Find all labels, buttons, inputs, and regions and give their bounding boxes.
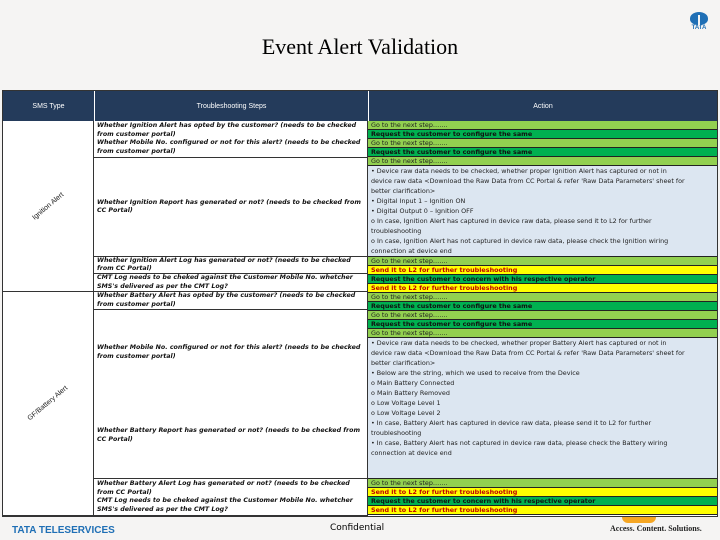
- action-next-step: Go to the next step…….: [368, 157, 717, 166]
- action-next-step: Go to the next step…….: [368, 311, 717, 320]
- page-title: Event Alert Validation: [261, 34, 459, 59]
- instruction-line: • In case, Battery Alert has not captured in device raw data, please check the Battery wiring: [371, 439, 668, 447]
- raw-data-instructions: [368, 338, 717, 479]
- troubleshooting-step: Whether Ignition Alert has opted by the customer? (needs to be checked from customer portal): [97, 122, 357, 138]
- action-request-customer: Request the customer to configure the same: [368, 148, 717, 157]
- troubleshooting-step: CMT Log needs to be cheked against the Customer Mobile No. whetcher SMS's delivered as per the CMT Log?: [97, 497, 353, 513]
- troubleshooting-step: CMT Log needs to be cheked against the Customer Mobile No. whetcher SMS's delivered as per the CMT Log?: [97, 274, 353, 290]
- troubleshooting-step: Whether Ignition Alert Log has generated or not? (needs to be checked from CC Portal): [97, 256, 351, 272]
- instruction-line: o In case, Ignition Alert has captured in device raw data, please send it to L2 for further: [371, 217, 652, 225]
- troubleshooting-step-cell: [94, 274, 368, 292]
- sms-type-ignition: [3, 121, 94, 292]
- instruction-line: o Low Voltage Level 1: [371, 399, 441, 407]
- action-next-step: Go to the next step…….: [368, 293, 717, 302]
- footer-tagline: Access. Content. Solutions.: [610, 524, 702, 533]
- actions-column: [368, 121, 717, 515]
- instruction-line: better clarification>: [371, 187, 436, 195]
- action-send-l2: Send it to L2 for further troubleshooting: [368, 506, 717, 515]
- instruction-line: better clarification>: [371, 359, 436, 367]
- header-sms-type: SMS Type: [3, 91, 94, 121]
- troubleshooting-step: Whether Mobile No. configured or not for this alert? (needs to be checked from customer portal): [97, 344, 361, 360]
- instruction-line: connection at device end: [371, 449, 452, 457]
- instruction-line: • Device raw data needs to be checked, whether proper Battery Alert has captured or not in: [371, 339, 667, 347]
- action-request-customer: Request the customer to concern with his respective operator: [368, 275, 717, 284]
- header-troubleshooting: Troubleshooting Steps: [94, 91, 368, 121]
- action-next-step: Go to the next step…….: [368, 139, 717, 148]
- instruction-line: • Device raw data needs to be checked, whether proper Ignition Alert has captured or not in: [371, 167, 667, 175]
- action-next-step: Go to the next step…….: [368, 257, 717, 266]
- troubleshooting-step: Whether Battery Report has generated or not? (needs to be checked from CC Portal): [97, 427, 361, 443]
- instruction-line: • Below are the string, which we used to receive from the Device: [371, 369, 580, 377]
- instruction-line: device raw data <Download the Raw Data from CC Portal & refer 'Raw Data Parameters' sheet for: [371, 177, 685, 185]
- logo-text: TATA: [691, 25, 707, 31]
- footer-confidential: Confidential: [330, 523, 385, 533]
- validation-table: [2, 90, 718, 517]
- instruction-line: device raw data <Download the Raw Data from CC Portal & refer 'Raw Data Parameters' sheet for: [371, 349, 685, 357]
- instruction-line: connection at device end: [371, 247, 452, 255]
- instruction-line: troubleshooting: [371, 227, 422, 235]
- troubleshooting-step: Whether Battery Alert Log has generated or not? (needs to be checked from CC Portal): [97, 480, 350, 496]
- tata-logo-icon: [690, 12, 708, 25]
- troubleshooting-step-cell: [94, 158, 368, 257]
- action-next-step: Go to the next step…….: [368, 479, 717, 488]
- troubleshooting-step-cell: [94, 121, 368, 158]
- troubleshooting-step-cell: [94, 292, 368, 310]
- action-next-step: Go to the next step…….: [368, 121, 717, 130]
- tata-logo: [687, 12, 711, 31]
- instruction-line: o In case, Ignition Alert has not captured in device raw data, please check the Ignition wiring: [371, 237, 669, 245]
- troubleshooting-step: Whether Mobile No. configured or not for this alert? (needs to be checked from customer portal): [97, 139, 361, 155]
- instruction-line: o Main Battery Connected: [371, 379, 455, 387]
- action-send-l2: Send it to L2 for further troubleshooting: [368, 266, 717, 275]
- action-next-step: Go to the next step…….: [368, 329, 717, 338]
- troubleshooting-step-cell: [94, 479, 368, 516]
- raw-data-instructions: [368, 166, 717, 257]
- instruction-line: o Main Battery Removed: [371, 389, 450, 397]
- troubleshooting-step-cell: [94, 257, 368, 274]
- instruction-line: • Digital Input 1 – Ignition ON: [371, 197, 466, 205]
- troubleshooting-step-cell: [94, 310, 368, 479]
- action-send-l2: Send it to L2 for further troubleshooting: [368, 284, 717, 293]
- instruction-line: • In case, Battery Alert has captured in device raw data, please send it to L2 for further: [371, 419, 652, 427]
- sms-type-battery: [3, 292, 94, 516]
- action-request-customer: Request the customer to configure the same: [368, 320, 717, 329]
- header-action: Action: [368, 91, 717, 121]
- instruction-line: troubleshooting: [371, 429, 422, 437]
- sms-type-label: Ignition Alert: [30, 190, 66, 222]
- instruction-line: [371, 468, 714, 478]
- action-send-l2: Send it to L2 for further troubleshooting: [368, 488, 717, 497]
- troubleshooting-step: Whether Battery Alert has opted by the customer? (needs to be checked from customer portal): [97, 292, 356, 308]
- instruction-line: o Low Voltage Level 2: [371, 409, 441, 417]
- action-request-customer: Request the customer to concern with his respective operator: [368, 497, 717, 506]
- footer-brand: TATA TELESERVICES: [12, 525, 115, 536]
- action-request-customer: Request the customer to configure the same: [368, 130, 717, 139]
- instruction-line: • Digital Output 0 – Ignition OFF: [371, 207, 474, 215]
- instruction-line: [371, 458, 714, 468]
- sms-type-label: GF/Battery Alert: [26, 384, 70, 423]
- brand-graphic: [622, 517, 656, 523]
- action-request-customer: Request the customer to configure the same: [368, 302, 717, 311]
- troubleshooting-step: Whether Ignition Report has generated or not? (needs to be checked from CC Portal): [97, 198, 361, 214]
